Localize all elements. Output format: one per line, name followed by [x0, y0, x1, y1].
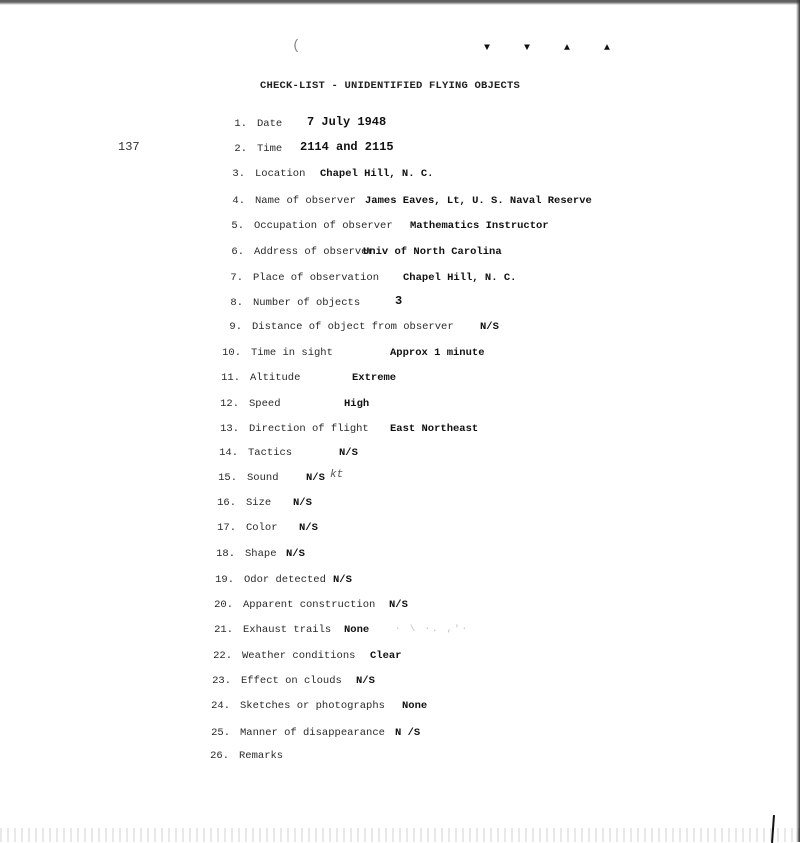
- item-number: 16.: [217, 497, 236, 509]
- item-label: Odor detected: [244, 574, 326, 586]
- checklist-item: [208, 447, 358, 459]
- item-number: 10.: [222, 347, 241, 359]
- checklist-item: [206, 522, 318, 534]
- checklist-item: [209, 423, 479, 435]
- item-label: Remarks: [239, 750, 284, 762]
- checklist-item: [215, 195, 592, 207]
- checklist-item: [203, 599, 408, 611]
- item-answer: 2114 and 2115: [300, 140, 394, 154]
- item-label: Size: [246, 497, 272, 509]
- checklist-item: [201, 675, 375, 687]
- item-answer: Approx 1 minute: [390, 347, 485, 359]
- checklist-item: [213, 272, 517, 284]
- item-answer: High: [344, 398, 370, 410]
- item-answer: N/S: [299, 522, 318, 534]
- item-label: Altitude: [250, 372, 301, 384]
- item-number: 17.: [217, 522, 236, 534]
- item-answer: Univ of North Carolina: [363, 246, 502, 258]
- item-number: 6.: [231, 246, 244, 258]
- item-label: Time in sight: [251, 347, 333, 359]
- item-label: Color: [246, 522, 278, 534]
- item-answer: N/S: [356, 675, 375, 687]
- faint-marks: · \ ·. ,'·: [395, 624, 470, 634]
- item-number: 4.: [232, 195, 245, 207]
- item-label: Place of observation: [253, 272, 380, 284]
- checklist-item: [204, 574, 352, 586]
- page-title: CHECK-LIST - UNIDENTIFIED FLYING OBJECTS: [260, 80, 521, 92]
- page-number: 137: [118, 140, 140, 154]
- item-label: Effect on clouds: [241, 675, 342, 687]
- item-answer: N/S: [286, 548, 305, 560]
- item-number: 13.: [220, 423, 239, 435]
- item-number: 18.: [216, 548, 235, 560]
- item-label: Sketches or photographs: [240, 700, 385, 712]
- checklist-item: [207, 469, 344, 484]
- item-number: 22.: [213, 650, 232, 662]
- checklist-item: [211, 347, 485, 359]
- item-label: Sound: [247, 472, 279, 484]
- scan-edge-top: [0, 0, 800, 6]
- item-number: 12.: [220, 398, 239, 410]
- item-answer: N /S: [395, 727, 421, 739]
- item-answer: None: [344, 624, 370, 636]
- item-answer: 3: [395, 294, 403, 308]
- item-label: Location: [255, 168, 306, 180]
- item-answer: Clear: [370, 650, 402, 662]
- item-answer: James Eaves, Lt, U. S. Naval Reserve: [365, 195, 592, 207]
- checklist-item: [200, 727, 421, 739]
- item-label: Address of observer: [254, 246, 374, 258]
- checklist-item: [199, 750, 283, 762]
- item-answer: N/S: [389, 599, 408, 611]
- checklist-item: [206, 497, 312, 509]
- item-label: Apparent construction: [243, 599, 376, 611]
- item-label: Manner of disappearance: [240, 727, 385, 739]
- item-number: 1.: [234, 118, 247, 130]
- item-answer: N/S: [306, 472, 325, 484]
- checklist-item: [210, 372, 397, 384]
- checklist-item: [214, 220, 549, 232]
- item-answer: Extreme: [352, 372, 397, 384]
- item-number: 14.: [219, 447, 238, 459]
- item-number: 3.: [232, 168, 245, 180]
- item-label: Name of observer: [255, 195, 356, 207]
- item-label: Number of objects: [253, 297, 361, 309]
- checklist-item: [203, 624, 470, 636]
- item-number: 20.: [214, 599, 233, 611]
- item-label: Occupation of observer: [254, 220, 393, 232]
- checklist-item: [217, 115, 387, 130]
- item-number: 25.: [211, 727, 230, 739]
- checklist-item: [202, 650, 402, 662]
- item-number: 24.: [211, 700, 230, 712]
- item-number: 21.: [214, 624, 233, 636]
- item-number: 7.: [230, 272, 243, 284]
- item-answer: N/S: [293, 497, 312, 509]
- item-label: Direction of flight: [249, 423, 369, 435]
- checklist-item: [217, 140, 394, 155]
- item-number: 19.: [215, 574, 234, 586]
- checklist-item: [215, 168, 434, 180]
- item-label: Exhaust trails: [243, 624, 332, 636]
- scan-noise-bottom: [0, 828, 800, 842]
- item-answer: Chapel Hill, N. C.: [403, 272, 517, 284]
- item-answer: N/S: [339, 447, 358, 459]
- item-answer: Mathematics Instructor: [410, 220, 549, 232]
- item-label: Shape: [245, 548, 277, 560]
- item-number: 5.: [231, 220, 244, 232]
- item-number: 8.: [230, 297, 243, 309]
- item-label: Date: [257, 118, 283, 130]
- item-number: 23.: [212, 675, 231, 687]
- item-label: Distance of object from observer: [252, 321, 454, 333]
- item-answer: East Northeast: [390, 423, 479, 435]
- item-number: 9.: [229, 321, 242, 333]
- checklist-item: [205, 548, 305, 560]
- item-answer: N/S: [333, 574, 352, 586]
- item-number: 15.: [218, 472, 237, 484]
- registration-marks: ▼ ▼ ▲ ▲: [484, 43, 625, 54]
- item-label: Weather conditions: [242, 650, 356, 662]
- checklist-item: [209, 398, 370, 410]
- checklist-item: [213, 294, 403, 309]
- handwritten-note: kt: [330, 469, 344, 481]
- item-answer: 7 July 1948: [307, 115, 387, 129]
- checklist-item: [200, 700, 428, 712]
- item-answer: N/S: [480, 321, 499, 333]
- bracket-mark: (: [292, 38, 301, 54]
- item-label: Time: [257, 143, 283, 155]
- item-number: 11.: [221, 372, 240, 384]
- item-label: Tactics: [248, 447, 293, 459]
- scan-edge-right: [796, 0, 800, 842]
- item-label: Speed: [249, 398, 281, 410]
- item-number: 2.: [234, 143, 247, 155]
- checklist-item: [214, 246, 502, 258]
- item-number: 26.: [210, 750, 229, 762]
- item-answer: Chapel Hill, N. C.: [320, 168, 434, 180]
- checklist-item: [212, 321, 499, 333]
- item-answer: None: [402, 700, 428, 712]
